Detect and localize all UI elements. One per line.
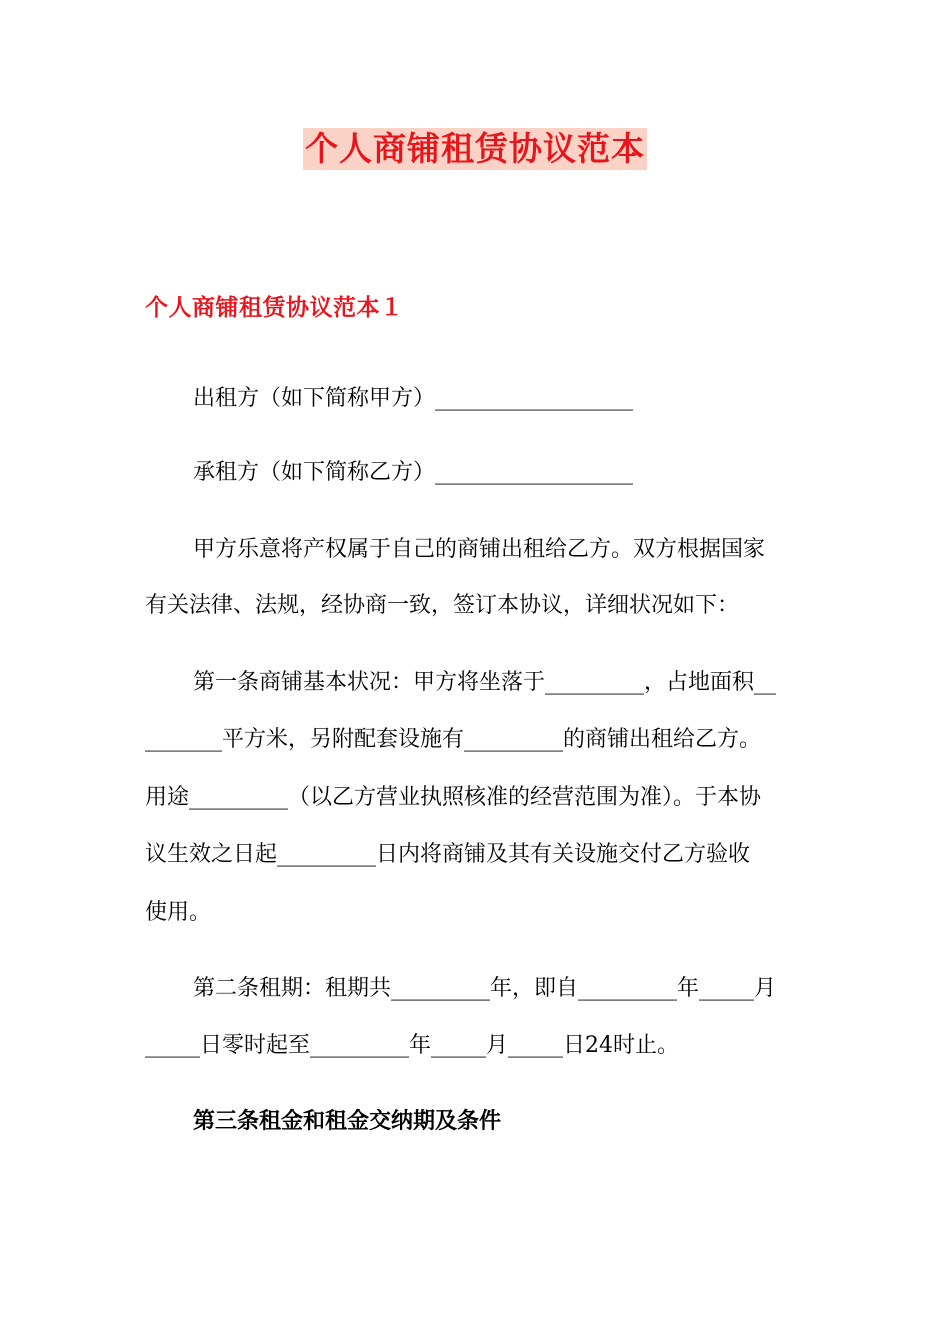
article-two-line-2: _____日零时起至_________年_____月_____日24时止。: [145, 1033, 679, 1058]
lessor-line: 出租方（如下简称甲方）__________________: [193, 386, 634, 411]
paragraph-intro-line-1: 甲方乐意将产权属于自己的商铺出租给乙方。双方根据国家: [193, 537, 766, 562]
section-heading: 个人商铺租赁协议范本１: [145, 295, 404, 321]
document-title: 个人商铺租赁协议范本: [305, 129, 645, 168]
article-one-line-1: 第一条商铺基本状况：甲方将坐落于_________，占地面积__: [193, 670, 777, 695]
paragraph-intro-line-2: 有关法律、法规，经协商一致，签订本协议，详细状况如下：: [145, 593, 740, 618]
article-two-line-1: 第二条租期：租期共_________年，即自_________年_____月: [193, 976, 777, 1001]
lessee-line: 承租方（如下简称乙方）__________________: [193, 460, 634, 485]
article-one-line-5: 使用。: [145, 900, 212, 925]
document-title-container: [0, 128, 950, 170]
article-three-heading: 第三条租金和租金交纳期及条件: [193, 1109, 502, 1134]
article-one-line-2: _______平方米，另附配套设施有_________的商铺出租给乙方。: [145, 727, 762, 752]
article-one-line-4: 议生效之日起_________日内将商铺及其有关设施交付乙方验收: [145, 842, 751, 867]
article-one-line-3: 用途_________（以乙方营业执照核准的经营范围为准）。于本协: [145, 785, 762, 810]
